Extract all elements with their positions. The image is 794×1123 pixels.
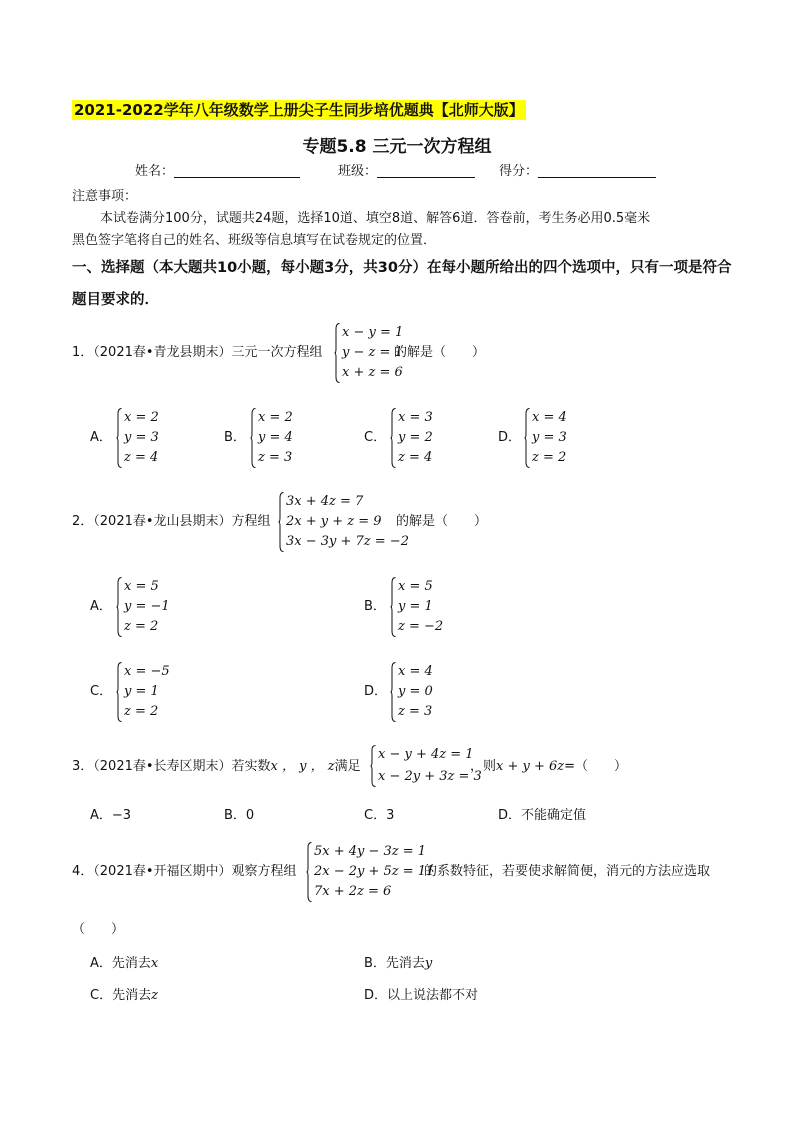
q2-b-line-3: z = −2 [398,619,444,634]
q2-a-line-2: y = −1 [124,599,170,614]
brace-icon [306,842,312,902]
q1-option-c-label[interactable]: C． [364,430,387,445]
q4-eq-1: 5x + 4y − 3z = 1 [314,844,427,859]
q4-suffix: 的系数特征，若要使求解简便，消元的方法应选取 [424,864,711,879]
q3-eq-2: x − 2y + 3z = 3 [378,769,482,784]
q3-option-a[interactable]: A．−3 [90,808,132,823]
q3-vars: x ， y ， z [270,759,335,774]
name-blank[interactable] [174,163,300,178]
q1-b-line-2: y = 4 [258,430,293,445]
q2-suffix: 的解是（ ） [396,514,488,529]
q2-eq-3: 3x − 3y + 7z = −2 [286,534,409,549]
q4-c-label: C．先消去 [90,988,152,1003]
q4-option-d[interactable] [364,986,478,1006]
q2-b-line-1: x = 5 [398,579,433,594]
q1-option-a[interactable] [116,408,159,468]
brace-icon [116,577,122,637]
brace-icon [390,662,396,722]
score-blank[interactable] [538,163,656,178]
section-heading-line-2: 题目要求的． [72,292,159,308]
q2-a-line-3: z = 2 [124,619,159,634]
q3-option-d[interactable]: D．不能确定值 [498,808,587,823]
q1-option-c[interactable] [390,408,433,468]
q1-option-a-label[interactable]: A． [90,430,112,445]
q1-option-d[interactable] [524,408,567,468]
q1-option-b-label[interactable]: B． [224,430,246,445]
q1-b-line-3: z = 3 [258,450,293,465]
q4-b-var: y [424,956,433,971]
q4-a-var: x [150,956,159,971]
q4-option-b[interactable] [364,954,432,974]
q1-d-line-1: x = 4 [532,410,567,425]
q3-suffix-pre: ，则 [470,759,497,774]
q3-mid: 满足 [334,759,361,774]
q2-option-b-label[interactable]: B． [364,599,386,614]
q2-eq-2: 2x + y + z = 9 [286,514,382,529]
q3-prefix [72,757,361,777]
q1-a-line-3: z = 4 [124,450,159,465]
q1-a-line-2: y = 3 [124,430,159,445]
q1-d-line-2: y = 3 [532,430,567,445]
q2-d-line-2: y = 0 [398,684,433,699]
q4-d-label: D．以上说法都不对 [364,988,479,1003]
class-field [338,160,475,179]
brace-icon [116,408,122,468]
q1-eq-1: x − y = 1 [342,325,404,340]
q1-eq-3: x + z = 6 [342,365,403,380]
q2-option-c-label[interactable]: C． [90,684,113,699]
brace-icon [250,408,256,468]
q4-answer-paren: （ ） [72,922,125,937]
q1-c-line-2: y = 2 [398,430,433,445]
q2-system [278,492,409,552]
q1-c-line-3: z = 4 [398,450,433,465]
q4-prefix: 4．（2021春•开福区期中）观察方程组 [72,864,297,879]
q2-d-line-1: x = 4 [398,664,433,679]
notice-line-1: 本试卷满分100分，试题共24题，选择10道、填空8道、解答6道．答卷前，考生务必用0.5毫米 [100,211,651,226]
name-label: 姓名： [135,164,175,179]
q2-option-a[interactable] [116,577,170,637]
score-field [499,160,656,179]
notice-heading: 注意事项： [72,189,138,204]
class-blank[interactable] [377,163,475,178]
q2-b-line-2: y = 1 [398,599,433,614]
brace-icon [390,408,396,468]
q4-option-c[interactable] [90,986,158,1006]
class-label: 班级： [338,164,378,179]
q1-c-line-1: x = 3 [398,410,433,425]
q1-a-line-1: x = 2 [124,410,159,425]
q4-b-label: B．先消去 [364,956,425,971]
brace-icon [334,323,340,383]
q1-option-d-label[interactable]: D． [498,430,522,445]
exam-banner: 2021-2022学年八年级数学上册尖子生同步培优题典【北师大版】 [74,101,524,119]
q4-option-a[interactable] [90,954,158,974]
q4-eq-3: 7x + 2z = 6 [314,884,392,899]
q2-eq-1: 3x + 4z = 7 [286,494,364,509]
q1-prefix: 1．（2021春•青龙县期末）三元一次方程组 [72,345,323,360]
q1-b-line-1: x = 2 [258,410,293,425]
score-label: 得分： [499,164,539,179]
q3-suffix-post: =（ ） [564,759,628,774]
brace-icon [524,408,530,468]
q4-c-var: z [151,988,158,1003]
brace-icon [278,492,284,552]
q3-option-b[interactable]: B．0 [224,808,255,823]
q2-a-line-1: x = 5 [124,579,159,594]
name-field [135,160,300,179]
brace-icon [116,662,122,722]
q1-system [334,323,403,383]
q2-option-d[interactable] [390,662,433,722]
q3-option-c[interactable]: C．3 [364,808,395,823]
q2-c-line-1: x = −5 [124,664,170,679]
q3-suffix [470,757,627,777]
q1-d-line-3: z = 2 [532,450,567,465]
q3-system [370,745,482,787]
brace-icon [370,745,376,787]
page-title: 专题5.8 三元一次方程组 [302,137,492,157]
q2-option-d-label[interactable]: D． [364,684,388,699]
q1-suffix: 的解是（ ） [394,345,486,360]
section-heading-line-1: 一、选择题（本大题共10小题，每小题3分，共30分）在每小题所给出的四个选项中，只有一项是符合 [72,260,732,276]
q1-eq-2: y − z = 1 [342,345,403,360]
q2-option-b[interactable] [390,577,443,637]
q3-expr: x + y + 6z [496,759,565,774]
q2-option-c[interactable] [116,662,170,722]
q2-c-line-3: z = 2 [124,704,159,719]
q4-eq-2: 2x − 2y + 5z = 11 [314,864,435,879]
notice-line-2: 黑色签字笔将自己的姓名、班级等信息填写在试卷规定的位置． [72,233,437,248]
q3-eq-1: x − y + 4z = 1 [378,747,474,762]
q1-option-b[interactable] [250,408,293,468]
q2-option-a-label[interactable]: A． [90,599,112,614]
q2-c-line-2: y = 1 [124,684,159,699]
q4-system [306,842,434,902]
q3-prefix-text: 3．（2021春•长寿区期末）若实数 [72,759,271,774]
q2-d-line-3: z = 3 [398,704,433,719]
brace-icon [390,577,396,637]
q4-a-label: A．先消去 [90,956,151,971]
q2-prefix: 2．（2021春•龙山县期末）方程组 [72,514,271,529]
